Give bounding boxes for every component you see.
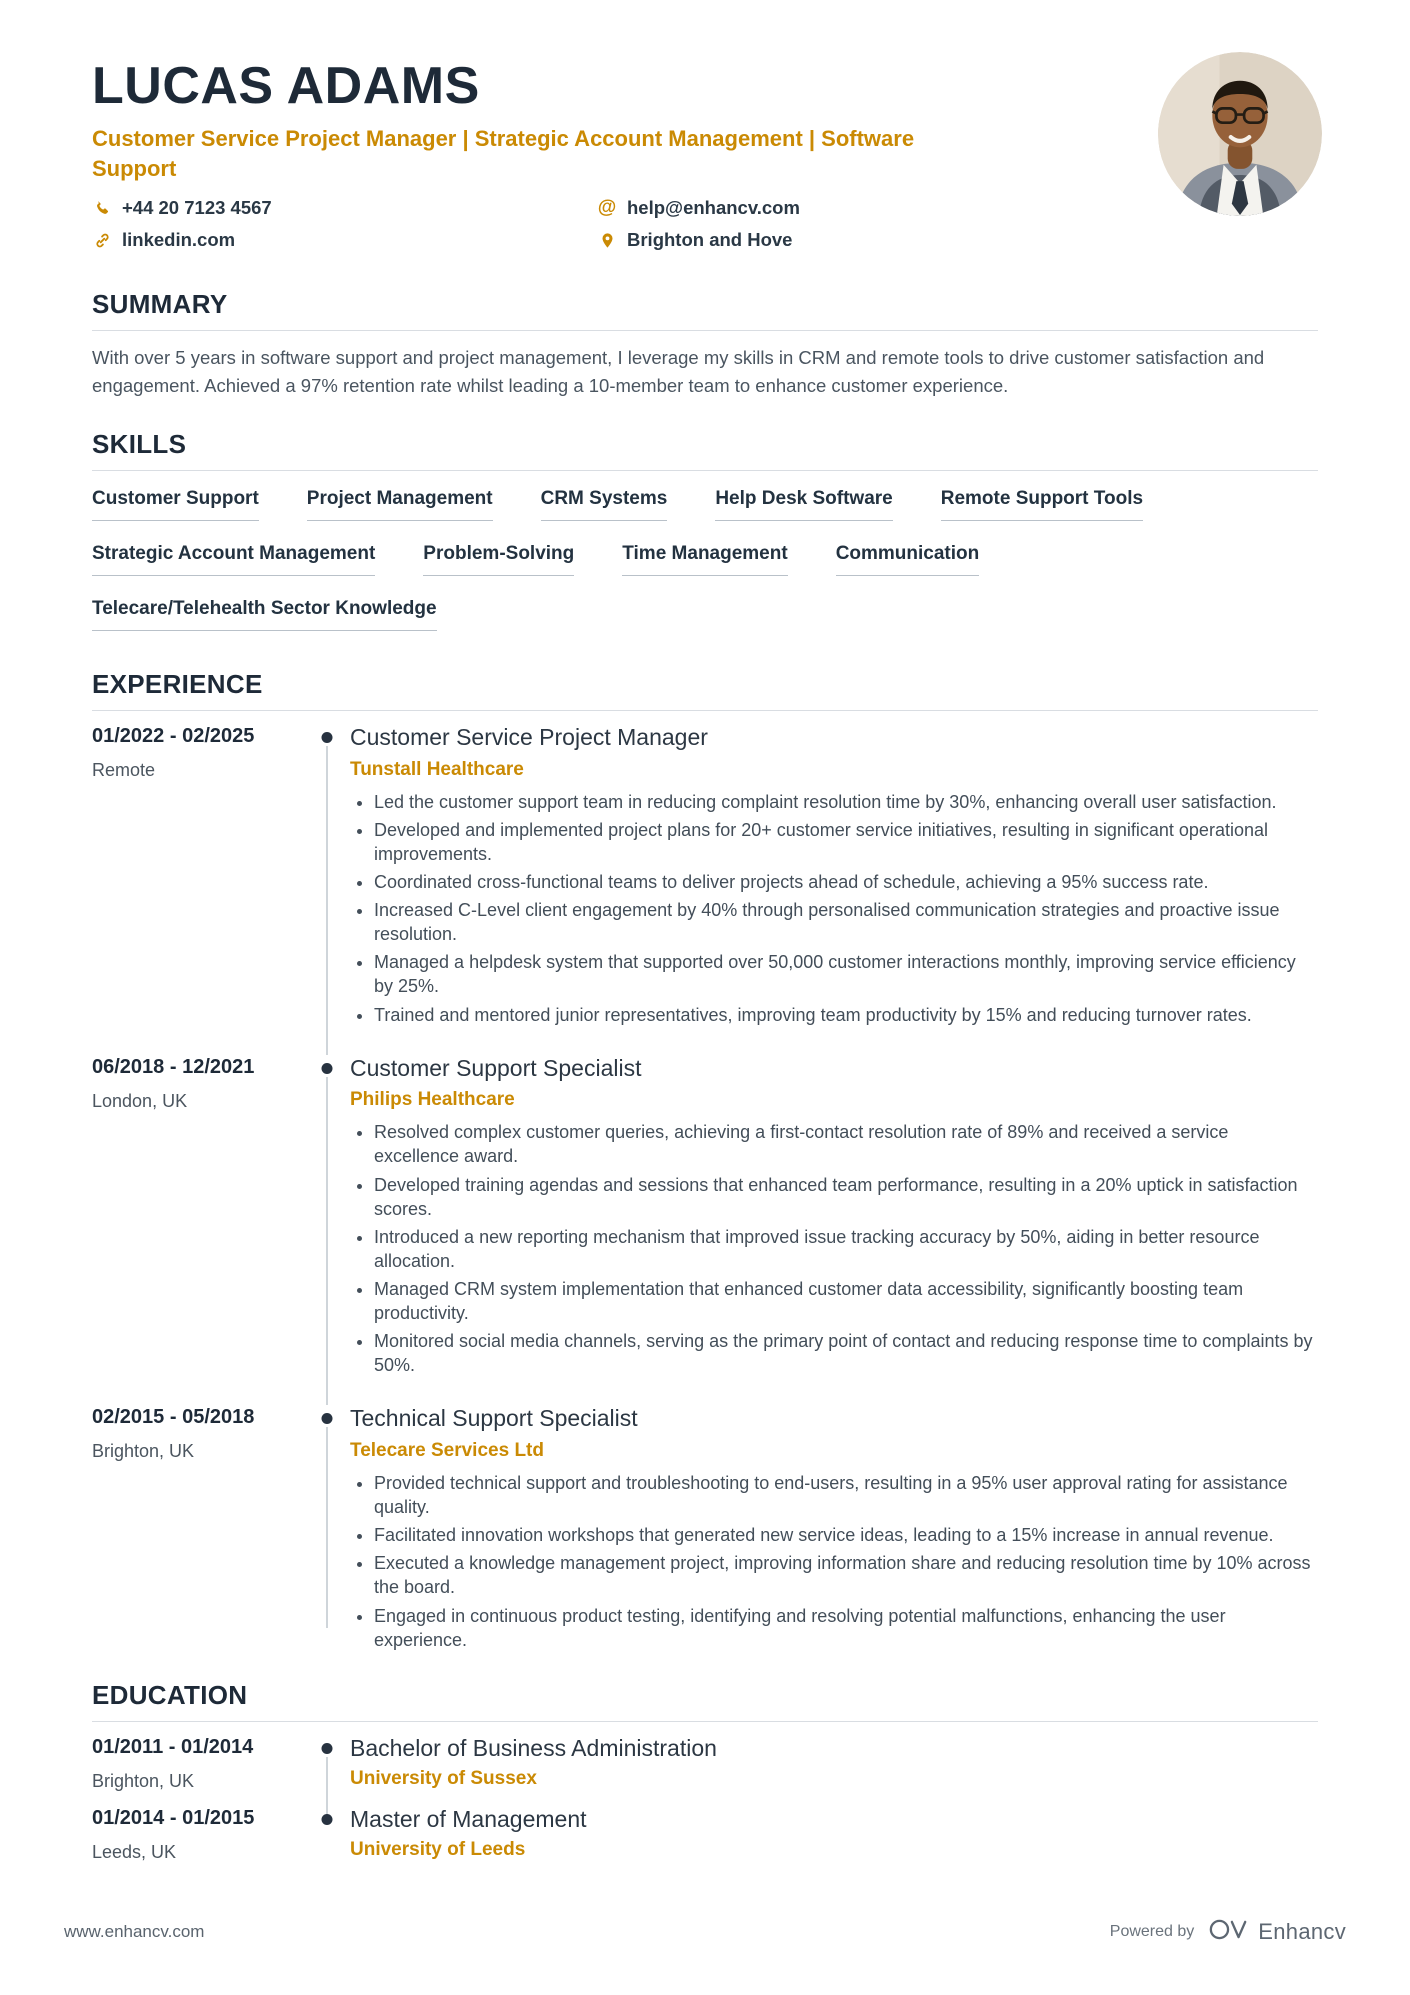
entry-meta	[92, 1735, 304, 1792]
experience-entry	[92, 1405, 1318, 1655]
bullet: • Developed training agendas and sessions that enhanced team performance, resulting in a 20% uptick in satisfaction scores.	[374, 1173, 1318, 1221]
contact-phone	[92, 197, 597, 219]
entry-dates: 01/2011 - 01/2014	[92, 1735, 254, 1758]
skill-tag: Project Management	[307, 488, 493, 521]
school-name: University of Sussex	[350, 1768, 537, 1790]
email-address: help@enhancv.com	[627, 197, 800, 219]
skill-tag: CRM Systems	[541, 488, 668, 521]
education-section	[92, 1680, 1318, 1863]
summary-heading: SUMMARY	[92, 289, 1318, 331]
pin-icon	[597, 230, 617, 250]
bullet: • Facilitated innovation workshops that generated new service ideas, leading to a 15% increase in annual revenue.	[374, 1523, 1318, 1547]
skills-list	[92, 484, 1318, 631]
entry-dates: 01/2014 - 01/2015	[92, 1806, 255, 1829]
entry-meta	[92, 1405, 304, 1655]
enhancv-brand-link[interactable]	[1208, 1917, 1346, 1947]
powered-by-label: Powered by	[1109, 1923, 1195, 1940]
location-text: Brighton and Hove	[627, 229, 793, 251]
timeline-dot	[322, 732, 333, 743]
phone-icon	[92, 198, 112, 218]
entry-dates: 01/2022 - 02/2025	[92, 725, 255, 748]
education-entry	[92, 1806, 1318, 1863]
job-title: Customer Support Specialist	[350, 1054, 642, 1081]
page-footer	[64, 1917, 1346, 1947]
contact-email[interactable]	[597, 197, 1072, 219]
company-name: Tunstall Healthcare	[350, 758, 524, 780]
timeline-dot	[322, 1063, 333, 1074]
bullet: • Managed CRM system implementation that enhanced customer data accessibility, significantly boosting team productivity.	[374, 1277, 1318, 1325]
entry-body	[350, 1735, 1318, 1792]
timeline-line	[326, 746, 328, 1055]
resume-header	[92, 56, 1318, 251]
website-link[interactable]: www.enhancv.com	[64, 1922, 205, 1941]
entry-location: Brighton, UK	[92, 1441, 195, 1462]
summary-section	[92, 289, 1318, 399]
profile-photo	[1158, 52, 1322, 216]
skill-tag: Strategic Account Management	[92, 543, 375, 576]
entry-body	[350, 724, 1318, 1031]
entry-location: London, UK	[92, 1090, 188, 1111]
powered-by-group	[1110, 1917, 1346, 1947]
timeline	[304, 724, 350, 1031]
entry-body	[350, 1806, 1318, 1863]
bullet: • Engaged in continuous product testing, identifying and resolving potential malfunctions, enhancing the user experience.	[374, 1604, 1318, 1652]
company-name: Philips Healthcare	[350, 1089, 515, 1111]
contact-location	[597, 229, 1072, 251]
job-title: Technical Support Specialist	[350, 1405, 638, 1432]
person-name: LUCAS ADAMS	[92, 57, 480, 115]
contact-link[interactable]	[92, 229, 597, 251]
phone-number: +44 20 7123 4567	[122, 197, 272, 219]
entry-location: Brighton, UK	[92, 1770, 195, 1791]
skills-section	[92, 429, 1318, 631]
entry-dates: 02/2015 - 05/2018	[92, 1406, 255, 1429]
timeline-dot	[322, 1743, 333, 1754]
timeline	[304, 1405, 350, 1655]
bullet: • Monitored social media channels, serving as the primary point of contact and reducing response time to complaints by 50%.	[374, 1329, 1318, 1377]
entry-meta	[92, 724, 304, 1031]
experience-heading: EXPERIENCE	[92, 669, 1318, 711]
entry-body	[350, 1055, 1318, 1382]
entry-location: Leeds, UK	[92, 1841, 177, 1862]
linkedin-url: linkedin.com	[122, 229, 236, 251]
entry-meta	[92, 1055, 304, 1382]
brand-name: Enhancv	[1258, 1919, 1346, 1944]
timeline-line	[326, 1077, 328, 1406]
timeline-line	[326, 1427, 328, 1627]
entry-body	[350, 1405, 1318, 1655]
degree-title: Master of Management	[350, 1805, 587, 1832]
entry-dates: 06/2018 - 12/2021	[92, 1055, 255, 1078]
skill-tag: Remote Support Tools	[941, 488, 1143, 521]
timeline	[304, 1806, 350, 1863]
skill-tag: Problem-Solving	[423, 543, 574, 576]
school-name: University of Leeds	[350, 1839, 526, 1861]
timeline	[304, 1735, 350, 1792]
bullet: • Managed a helpdesk system that supported over 50,000 customer interactions monthly, improving service efficiency by 25%.	[374, 950, 1318, 998]
education-entry	[92, 1735, 1318, 1792]
at-icon: @	[597, 197, 617, 219]
bullet: • Introduced a new reporting mechanism that improved issue tracking accuracy by 50%, aiding in better resource allocation.	[374, 1225, 1318, 1273]
bullet: • Trained and mentored junior representatives, improving team productivity by 15% and reducing turnover rates.	[374, 1003, 1318, 1027]
bullet-list	[350, 1471, 1318, 1652]
timeline-dot	[322, 1413, 333, 1424]
bullet-list	[350, 790, 1318, 1027]
link-icon	[92, 230, 112, 250]
company-name: Telecare Services Ltd	[350, 1439, 544, 1461]
skills-heading: SKILLS	[92, 429, 1318, 471]
bullet: • Provided technical support and troubleshooting to end-users, resulting in a 95% user approval rating for assistance quality.	[374, 1471, 1318, 1519]
skill-tag: Help Desk Software	[715, 488, 892, 521]
bullet: • Led the customer support team in reducing complaint resolution time by 30%, enhancing overall user satisfaction.	[374, 790, 1318, 814]
experience-entry	[92, 724, 1318, 1031]
skill-tag: Customer Support	[92, 488, 259, 521]
education-heading: EDUCATION	[92, 1680, 1318, 1722]
contact-info	[92, 197, 1072, 251]
headline: Customer Service Project Manager | Strategic Account Management | Software Support	[92, 126, 915, 181]
summary-text: With over 5 years in software support and project management, I leverage my skills in CRM and remote tools to drive customer satisfaction and engagement. Achieved a 97% retention rate whilst leading a 10-member team to enhance customer experience.	[92, 347, 1265, 396]
bullet: • Increased C-Level client engagement by 40% through personalised communication strategies and proactive issue resolution.	[374, 898, 1318, 946]
bullet: • Executed a knowledge management project, improving information share and reducing resolution time by 10% across the board.	[374, 1551, 1318, 1599]
timeline	[304, 1055, 350, 1382]
bullet: • Resolved complex customer queries, achieving a first-contact resolution rate of 89% and received a service excellence award.	[374, 1120, 1318, 1168]
bullet: • Developed and implemented project plans for 20+ customer service initiatives, resulting in significant operational improvements.	[374, 818, 1318, 866]
skill-tag: Communication	[836, 543, 980, 576]
enhancv-logo-icon	[1208, 1917, 1250, 1947]
skill-tag: Telecare/Telehealth Sector Knowledge	[92, 598, 437, 631]
skill-tag: Time Management	[622, 543, 787, 576]
bullet: • Coordinated cross-functional teams to deliver projects ahead of schedule, achieving a 95% success rate.	[374, 870, 1318, 894]
entry-meta	[92, 1806, 304, 1863]
job-title: Customer Service Project Manager	[350, 724, 708, 751]
timeline-dot	[322, 1814, 333, 1825]
degree-title: Bachelor of Business Administration	[350, 1734, 717, 1761]
experience-section	[92, 669, 1318, 1656]
bullet-list	[350, 1120, 1318, 1377]
experience-entry	[92, 1055, 1318, 1382]
entry-location: Remote	[92, 760, 156, 781]
